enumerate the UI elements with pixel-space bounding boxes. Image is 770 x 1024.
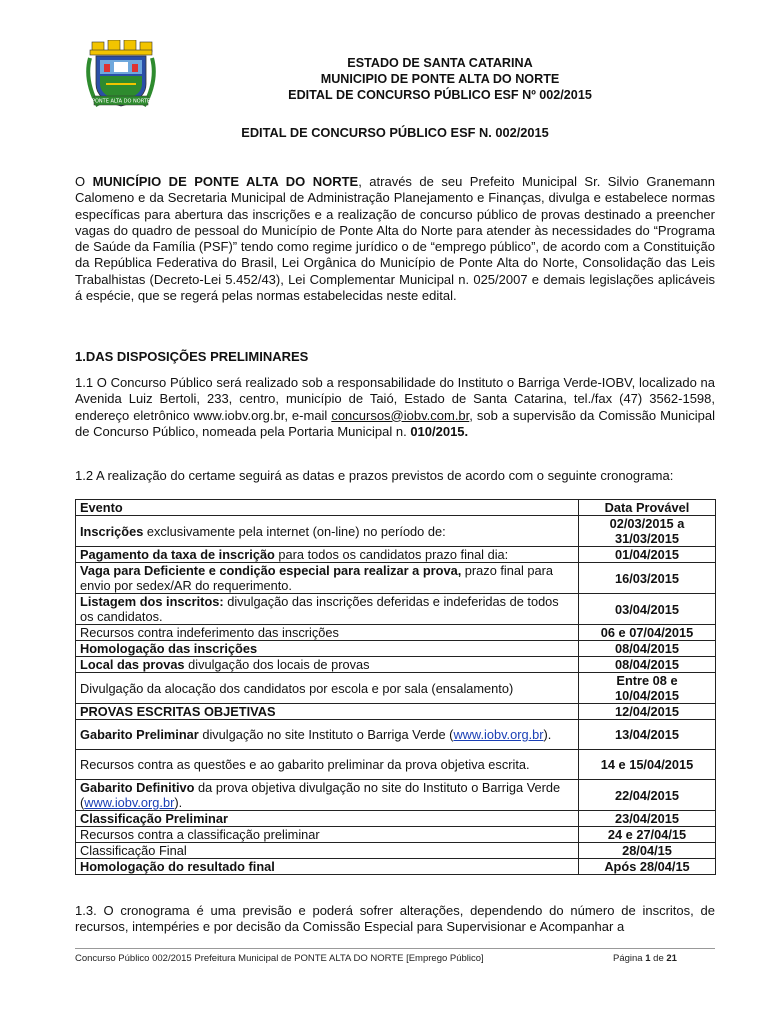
event-bold-label: Homologação das inscrições: [80, 641, 258, 656]
schedule-event-cell: [76, 750, 579, 780]
schedule-row: [76, 811, 716, 827]
schedule-event-cell: [76, 780, 579, 811]
schedule-date-cell: 14 e 15/04/2015: [579, 750, 716, 780]
page-word: Página: [613, 953, 646, 964]
schedule-event-cell: [76, 547, 579, 563]
schedule-row: [76, 657, 716, 673]
schedule-date-cell: Entre 08 e 10/04/2015: [579, 673, 716, 704]
event-bold-label: Local das provas: [80, 657, 185, 672]
schedule-event-cell: [76, 843, 579, 859]
event-description: divulgação no site Instituto o Barriga Verde (: [198, 727, 454, 742]
schedule-date-cell: 28/04/15: [579, 843, 716, 859]
schedule-event-cell: [76, 516, 579, 547]
column-header-date: Data Provável: [579, 500, 716, 516]
paragraph-1-1: [75, 375, 715, 440]
municipal-crest-icon: [86, 40, 156, 112]
schedule-event-cell: [76, 625, 579, 641]
event-description-end: ).: [174, 795, 183, 810]
header-state: ESTADO DE SANTA CATARINA: [347, 56, 533, 70]
document-title: EDITAL DE CONCURSO PÚBLICO ESF N. 002/2015: [241, 125, 549, 140]
schedule-row: [76, 641, 716, 657]
schedule-date-cell: Após 28/04/15: [579, 859, 716, 875]
schedule-row: [76, 625, 716, 641]
schedule-event-cell: [76, 594, 579, 625]
section-1-heading: 1.DAS DISPOSIÇÕES PRELIMINARES: [75, 349, 309, 364]
schedule-event-cell: [76, 720, 579, 750]
schedule-date-cell: 12/04/2015: [579, 704, 716, 720]
iobv-site-link[interactable]: www.iobv.org.br: [84, 795, 175, 810]
footer-divider: [75, 948, 715, 949]
event-bold-label: PROVAS ESCRITAS OBJETIVAS: [80, 704, 276, 719]
event-bold-label: Listagem dos inscritos:: [80, 594, 224, 609]
schedule-date-cell: 08/04/2015: [579, 657, 716, 673]
event-description: Classificação Final: [80, 843, 187, 858]
schedule-row: [76, 516, 716, 547]
schedule-event-cell: [76, 641, 579, 657]
schedule-row: [76, 750, 716, 780]
event-description: exclusivamente pela internet (on-line) no período de:: [143, 523, 446, 539]
intro-body: , através de seu Prefeito Municipal Sr. Silvio Granemann Calomeno e da Secretaria Municipal de Administração Planejamento e Finanças, divulga e estabelece normas específicas para abertura das inscrições e a realização de concurso público de provas destinado a preencher vagas do quadro de pessoal do Município de Ponte Alta do Norte para atender às necessidades do “Programa de Saúde da Família (PSF)” tendo como regime jurídico o de “emprego público”, de acordo com a Constituição da República Federativa do Brasil, Lei Orgânica do Município de Ponte Alta do Norte, Consolidação das Leis Trabalhistas (Decreto-Lei 5.452/43), Lei Complementar Municipal n. 025/2007 e demais legislações aplicáveis á espécie, que se regerá pelas normas estabelecidas neste edital.: [75, 174, 715, 304]
schedule-date-cell: 08/04/2015: [579, 641, 716, 657]
event-description-end: ).: [543, 727, 552, 742]
schedule-date-cell: 16/03/2015: [579, 563, 716, 594]
schedule-row: [76, 563, 716, 594]
schedule-event-cell: [76, 657, 579, 673]
schedule-event-cell: [76, 563, 579, 594]
event-description: prazo final para envio por sedex/AR do requerimento.: [80, 563, 554, 593]
event-bold-label: Inscrições: [80, 523, 144, 539]
p11-text-b: , sob a supervisão da Comissão Municipal de Concurso Público, nomeada pela Portaria Municipal n.: [75, 407, 716, 439]
event-description: Recursos contra as questões e ao gabarito preliminar da prova objetiva escrita.: [80, 757, 530, 772]
event-bold-label: Homologação do resultado final: [80, 859, 275, 874]
schedule-row: [76, 673, 716, 704]
schedule-row: [76, 720, 716, 750]
schedule-row: [76, 704, 716, 720]
event-bold-label: Pagamento da taxa de inscrição: [80, 547, 275, 562]
event-description: Recursos contra indeferimento das inscrições: [80, 625, 339, 640]
footer-text: Concurso Público 002/2015 Prefeitura Municipal de PONTE ALTA DO NORTE [Emprego Público]: [75, 953, 484, 964]
p11-text-a: 1.1 O Concurso Público será realizado sob a responsabilidade do Instituto o Barriga Verde-IOBV, localizado na Avenida Luiz Bertoli, 233, centro, município de Taió, Estado de Santa Catarina, tel./fax (47) 3562-1598, endereço eletrônico www.iobv.org.br, e-mail: [75, 375, 715, 423]
paragraph-1-3: 1.3. O cronograma é uma previsão e poderá sofrer alterações, dependendo do número de inscritos, de recursos, intempéries e por decisão da Comissão Especial para Supervisionar e Acompanhar a: [75, 903, 715, 935]
event-description: divulgação dos locais de provas: [184, 657, 370, 672]
intro-lead: MUNICÍPIO DE PONTE ALTA DO NORTE: [92, 174, 359, 189]
page-current: 1: [645, 953, 651, 964]
column-header-event: Evento: [76, 500, 579, 516]
event-description: Divulgação da alocação dos candidatos por escola e por sala (ensalamento): [80, 680, 514, 696]
schedule-event-cell: [76, 827, 579, 843]
schedule-row: [76, 594, 716, 625]
schedule-date-cell: 01/04/2015: [579, 547, 716, 563]
schedule-body: [76, 516, 716, 875]
crest-banner-text: PONTE ALTA DO NORTE: [91, 98, 151, 105]
event-description: da prova objetiva divulgação no site do Instituto o Barriga Verde (: [80, 780, 561, 810]
schedule-date-cell: 06 e 07/04/2015: [579, 625, 716, 641]
header-municipality: MUNICIPIO DE PONTE ALTA DO NORTE: [320, 72, 560, 86]
event-bold-label: Vaga para Deficiente e condição especial para realizar a prova,: [80, 563, 462, 578]
schedule-header-row: [76, 500, 716, 516]
schedule-row: [76, 827, 716, 843]
event-bold-label: Classificação Preliminar: [80, 811, 228, 826]
intro-paragraph: [75, 174, 715, 304]
schedule-date-cell: 23/04/2015: [579, 811, 716, 827]
schedule-event-cell: [76, 673, 579, 704]
schedule-row: [76, 859, 716, 875]
event-bold-label: Gabarito Preliminar: [80, 727, 199, 742]
schedule-date-cell: 22/04/2015: [579, 780, 716, 811]
p11-portaria: 010/2015.: [410, 423, 469, 439]
header-edital: EDITAL DE CONCURSO PÚBLICO ESF Nº 002/2015: [288, 88, 592, 102]
event-description: para todos os candidatos prazo final dia:: [274, 547, 509, 562]
schedule-row: [76, 843, 716, 859]
contact-email-link[interactable]: concursos@iobv.com.br: [331, 407, 470, 423]
iobv-site-link[interactable]: www.iobv.org.br: [453, 727, 544, 742]
intro-prefix: O: [75, 174, 93, 189]
schedule-date-cell: 24 e 27/04/15: [579, 827, 716, 843]
page-total: 21: [666, 953, 677, 964]
schedule-date-cell: 03/04/2015: [579, 594, 716, 625]
schedule-row: [76, 780, 716, 811]
schedule-table: [75, 499, 716, 875]
schedule-date-cell: 13/04/2015: [579, 720, 716, 750]
document-header: [170, 55, 710, 103]
event-bold-label: Gabarito Definitivo: [80, 780, 195, 795]
paragraph-1-2: 1.2 A realização do certame seguirá as datas e prazos previstos de acordo com o seguinte cronograma:: [75, 468, 674, 483]
schedule-event-cell: [76, 704, 579, 720]
schedule-date-cell: 02/03/2015 a 31/03/2015: [579, 516, 716, 547]
event-description: divulgação das inscrições deferidas e indeferidas de todos os candidatos.: [80, 594, 559, 624]
page-of: de: [650, 953, 667, 964]
schedule-row: [76, 547, 716, 563]
schedule-event-cell: [76, 811, 579, 827]
schedule-event-cell: [76, 859, 579, 875]
page-number: [613, 953, 677, 964]
event-description: Recursos contra a classificação preliminar: [80, 827, 320, 842]
